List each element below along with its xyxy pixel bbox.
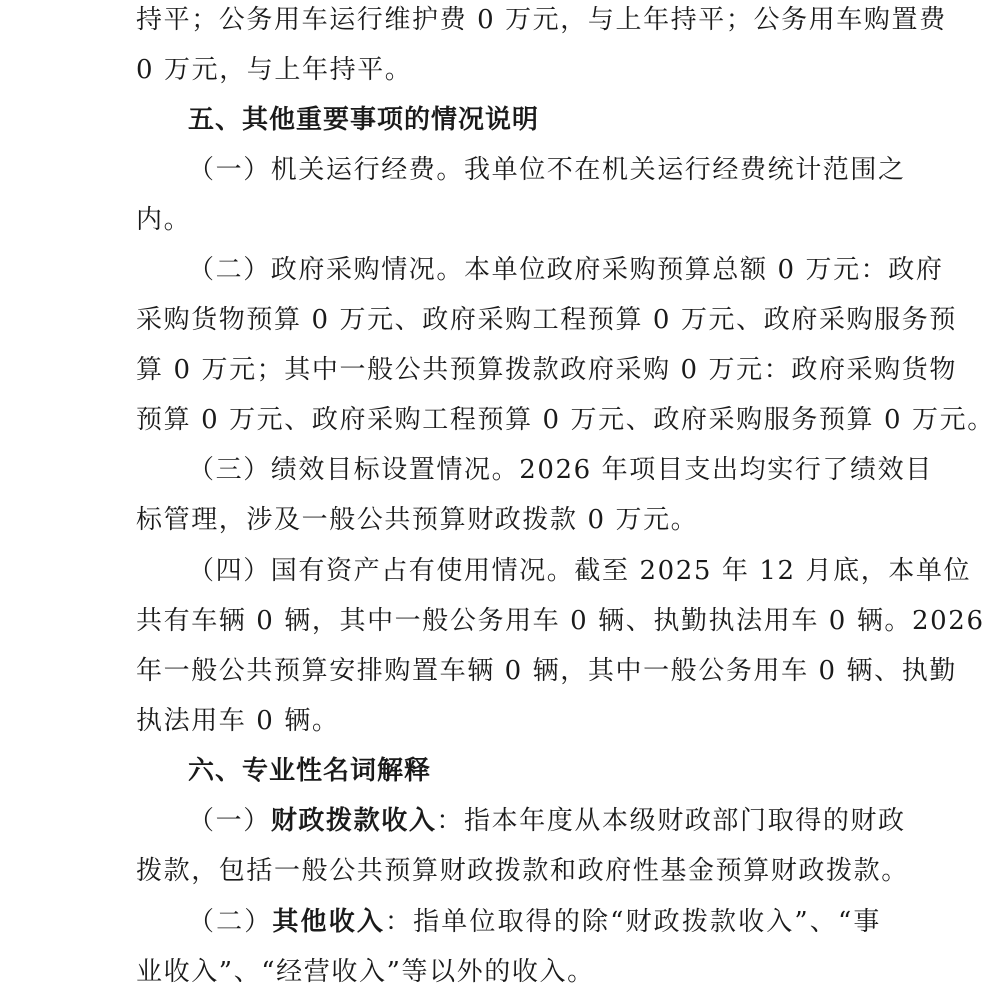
paragraph-line: 拨款，包括一般公共预算财政拨款和政府性基金预算财政拨款。 — [136, 856, 909, 886]
paragraph-line: 标管理，涉及一般公共预算财政拨款 0 万元。 — [136, 505, 699, 535]
term-definition-line — [188, 806, 906, 836]
term-name: 财政拨款收入 — [270, 806, 437, 836]
paragraph-line: 采购货物预算 0 万元、政府采购工程预算 0 万元、政府采购服务预 — [136, 305, 957, 335]
paragraph-line: （三）绩效目标设置情况。2026 年项目支出均实行了绩效目 — [188, 455, 933, 485]
term-definition: ：指本年度从本级财政部门取得的财政 — [436, 806, 906, 836]
term-number: （一） — [188, 806, 271, 836]
paragraph-line: 预算 0 万元、政府采购工程预算 0 万元、政府采购服务预算 0 万元。 — [136, 405, 995, 435]
paragraph-line: 年一般公共预算安排购置车辆 0 辆，其中一般公务用车 0 辆、执勤 — [136, 656, 957, 686]
term-definition-line — [188, 907, 881, 937]
paragraph-line: 共有车辆 0 辆，其中一般公务用车 0 辆、执勤执法用车 0 辆。2026 — [136, 606, 985, 636]
term-name: 其他收入 — [272, 907, 385, 937]
term-definition: ：指单位取得的除“财政拨款收入”、“事 — [384, 907, 881, 937]
paragraph-line: 持平；公务用车运行维护费 0 万元，与上年持平；公务用车购置费 — [136, 5, 947, 35]
section-heading-5: 五、其他重要事项的情况说明 — [188, 105, 540, 135]
paragraph-line: （二）政府采购情况。本单位政府采购预算总额 0 万元：政府 — [188, 255, 944, 285]
paragraph-line: 内。 — [136, 205, 192, 235]
section-heading-6: 六、专业性名词解释 — [188, 756, 432, 786]
paragraph-line: 业收入”、“经营收入”等以外的收入。 — [136, 957, 595, 987]
paragraph-line: （四）国有资产占有使用情况。截至 2025 年 12 月底，本单位 — [188, 556, 972, 586]
paragraph-line: （一）机关运行经费。我单位不在机关运行经费统计范围之 — [188, 155, 906, 185]
paragraph-line: 算 0 万元；其中一般公共预算拨款政府采购 0 万元：政府采购货物 — [136, 355, 957, 385]
paragraph-line: 执法用车 0 辆。 — [136, 706, 340, 736]
paragraph-line: 0 万元，与上年持平。 — [136, 55, 413, 85]
term-number: （二） — [188, 907, 273, 937]
